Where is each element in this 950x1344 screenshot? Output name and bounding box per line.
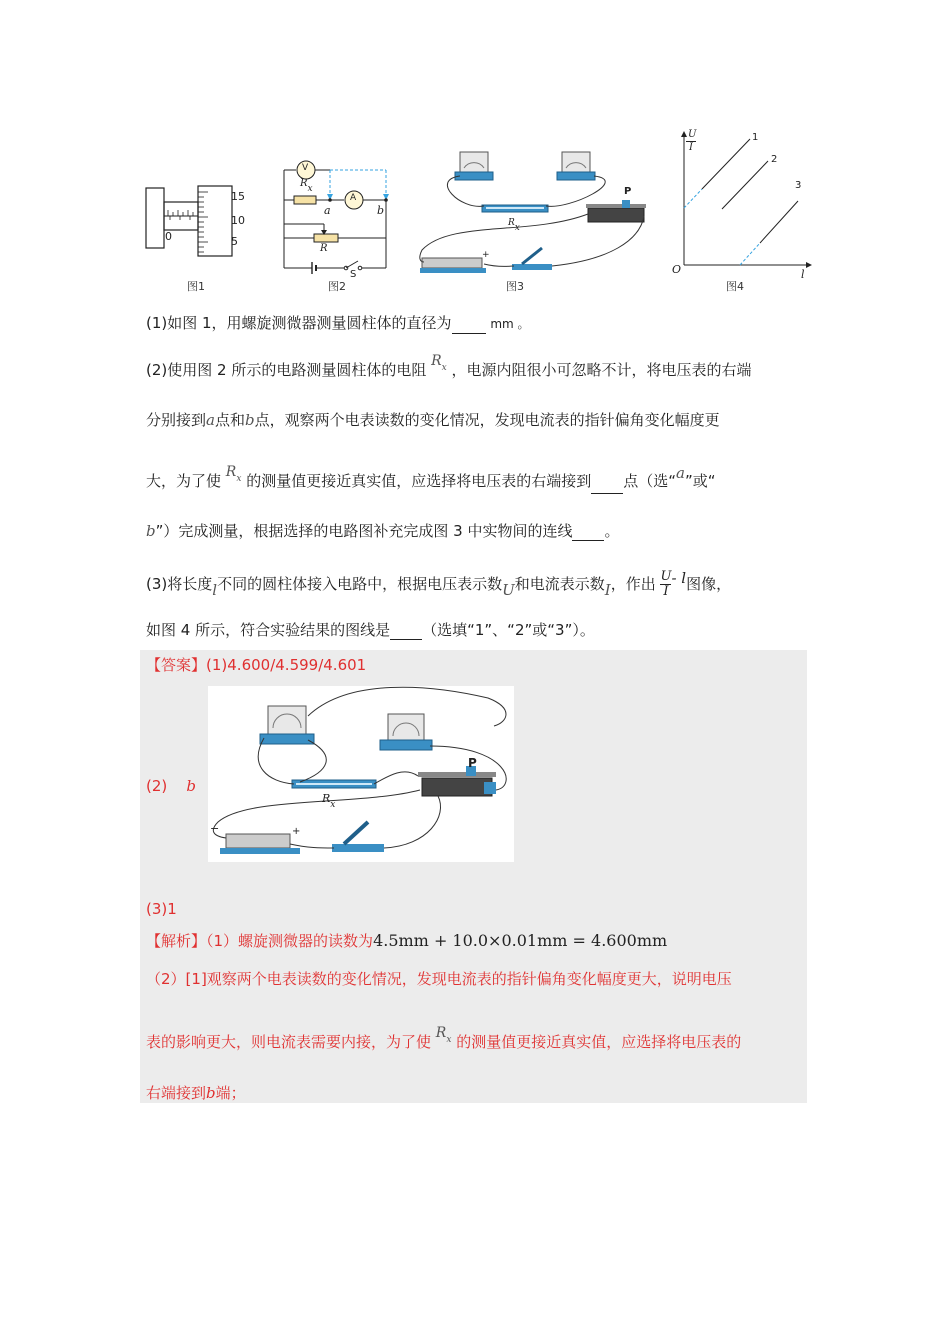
micrometer-diagram [140,180,270,290]
line-3-label: 3 [795,180,802,191]
rx-symbol: $R_x$ [435,1025,452,1045]
figure-2 [278,150,398,280]
answer-wiring-diagram [208,686,514,862]
figure-1 [140,180,270,290]
answer-wiring-figure [208,686,514,862]
figure-2-caption: 图2 [328,280,346,293]
line-2-label: 2 [771,154,778,165]
physical-apparatus-diagram [410,140,660,280]
slider-p-label: P [624,186,632,197]
analysis-line-4: 右端接到b端； [146,1084,246,1102]
battery-plus-label: + [292,826,301,837]
answer-blank-3 [572,526,604,541]
answer-label: 【答案】 [146,656,207,674]
analysis-label: 【解析】 [146,932,207,950]
analysis-line-3: 表的影响更大，则电流表需要内接，为了使 $R_x$ 的测量值更接近真实值，应选择将电压表的 [146,1025,742,1051]
answer-line-1: 【答案】(1)4.600/4.599/4.601 [146,656,367,674]
slider-p-label: P [468,756,477,770]
thimble-tick-15: 15 [231,190,245,203]
thimble-tick-5: 5 [231,235,238,248]
question-1: (1)如图 1，用螺旋测微器测量圆柱体的直径为 mm 。 [146,314,530,332]
question-2-line-1: (2)使用图 2 所示的电路测量圆柱体的电阻 $R_x$ ，电源内阻很小可忽略不计，将电压表的右端 [146,353,752,379]
ammeter-label: A [350,193,357,203]
battery-plus-label: + [482,250,490,260]
rheostat-label: R [320,243,328,254]
point-a-label: a [324,204,331,217]
rx-symbol: $R_x$ [431,353,447,373]
answer-line-3: (3)1 [146,900,177,918]
figure-3-caption: 图3 [506,280,524,293]
rx-label: $R_x$ [322,792,336,810]
origin-label: O [672,263,682,276]
analysis-line-1: 【解析】（1）螺旋测微器的读数为4.5mm + 10.0×0.01mm = 4.600mm [146,931,668,950]
figure-4-caption: 图4 [726,280,744,293]
figure-1-caption: 图1 [187,280,205,293]
question-2-line-2: 分别接到a点和b点，观察两个电表读数的变化情况，发现电流表的指针偏角变化幅度更 [146,411,720,429]
thimble-tick-10: 10 [231,214,245,227]
answer-blank-1 [452,319,486,334]
reading-formula: 4.5mm + 10.0×0.01mm = 4.600mm [373,931,668,950]
x-axis-label: l [801,268,805,281]
sleeve-zero: 0 [165,230,172,243]
question-3-line-1: (3)将长度l不同的圆柱体接入电路中，根据电压表示数U和电流表示数I，作出 $\frac{U}{I}$ - l图像， [146,569,732,599]
question-2-line-3: 大，为了使 $R_x$ 的测量值更接近真实值，应选择将电压表的右端接到 点（选“a”或“ [146,471,716,494]
rx-label: Rx [300,178,313,194]
rx-label: Rx [508,218,520,233]
point-b-label: b [377,204,385,217]
figure-4 [668,125,818,280]
y-axis-den: I [689,142,693,153]
switch-label: S [350,269,357,280]
answer-blank-4 [390,625,422,640]
figure-3 [410,140,660,280]
question-3-line-2: 如图 4 所示，符合实验结果的图线是 （选填“1”、“2”或“3”）。 [146,621,595,639]
question-2-line-4: b”）完成测量，根据选择的电路图补充完成图 3 中实物间的连线 。 [146,522,620,540]
answer-line-2: (2) b [146,777,196,795]
rx-symbol: $R_x$ [225,464,242,484]
u-over-i-fraction: $\frac{U}{I}$ [660,569,672,599]
y-axis-num: U [688,129,697,140]
line-1-label: 1 [752,132,759,143]
analysis-line-2: （2）[1]观察两个电表读数的变化情况，发现电流表的指针偏角变化幅度更大，说明电压 [146,970,732,988]
voltmeter-label: V [302,163,309,173]
battery-minus-label: − [210,822,220,835]
answer-blank-2 [591,479,623,494]
